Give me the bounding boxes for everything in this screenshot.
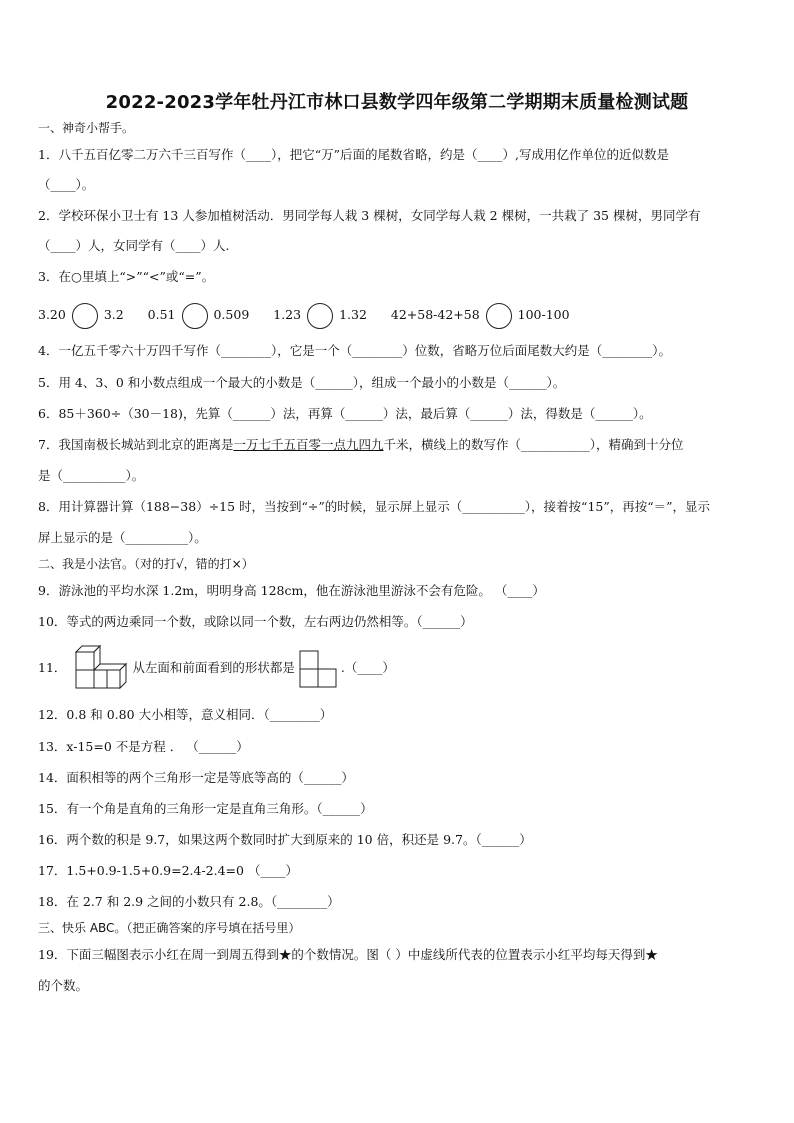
question-4: 4．一亿五千零六十万四千写作（________），它是一个（________）位数，省略万位后面尾数大约是（________）。 (38, 343, 671, 358)
question-3-line-1: 3．在○里填上“>”“<”或“=”。 (38, 269, 215, 284)
compare-circle-3[interactable] (307, 303, 333, 329)
question-1-line-1: 1．八千五百亿零二万六千三百写作（____），把它“万”后面的尾数省略，约是（____）,写成用亿作单位的近似数是 (38, 147, 669, 162)
question-9: 9．游泳池的平均水深 1.2m，明明身高 128cm，他在游泳池里游泳不会有危险。 （____） (38, 583, 545, 598)
question-5: 5．用 4、3、0 和小数点组成一个最大的小数是（______），组成一个最小的小数是（______）。 (38, 375, 566, 390)
section-1-heading: 一、神奇小帮手。 (38, 121, 135, 135)
question-11-text: 从左面和前面看到的形状都是 (132, 660, 295, 675)
compare-left-2: 0.51 (147, 307, 176, 322)
compare-left-4: 42+58-42+58 (390, 307, 480, 322)
compare-left-3: 1.23 (273, 307, 302, 322)
question-7-line-2: 是（__________）。 (38, 468, 145, 483)
question-18: 18．在 2.7 和 2.9 之间的小数只有 2.8。（________） (38, 894, 340, 909)
question-19-line-2: 的个数。 (38, 978, 89, 993)
compare-circle-1[interactable] (72, 303, 98, 329)
view-shape-figure (299, 650, 337, 688)
question-11-tail: .（____） (340, 660, 395, 675)
compare-left-1: 3.20 (38, 307, 66, 322)
question-11 (38, 638, 395, 698)
question-6: 6．85＋360÷（30－18)，先算（______）法，再算（______）法，最后算（______）法，得数是（______）。 (38, 406, 652, 421)
compare-right-3: 1.32 (339, 307, 367, 322)
question-12: 12．0.8 和 0.80 大小相等，意义相同．（________） (38, 707, 333, 722)
question-16: 16．两个数的积是 9.7，如果这两个数同时扩大到原来的 10 倍，积还是 9.7。（______） (38, 832, 532, 847)
compare-circle-4[interactable] (486, 303, 512, 329)
page-title: 2022-2023学年牡丹江市林口县数学四年级第二学期期末质量检测试题 (105, 92, 689, 113)
question-8-line-2: 屏上显示的是（__________）。 (38, 530, 207, 545)
question-1-line-2: （____）。 (38, 177, 95, 192)
section-2-heading: 二、我是小法官。（对的打√，错的打×） (38, 557, 254, 571)
question-19-line-1: 19．下面三幅图表示小红在周一到周五得到★的个数情况。图（ ）中虚线所代表的位置表示小红平均每天得到★ (38, 947, 658, 962)
compare-right-2: 0.509 (213, 307, 250, 322)
question-15: 15．有一个角是直角的三角形一定是直角三角形。（______） (38, 801, 373, 816)
question-14: 14．面积相等的两个三角形一定是等底等高的（______） (38, 770, 354, 785)
question-2-line-1: 2．学校环保小卫士有 13 人参加植树活动．男同学每人栽 3 棵树，女同学每人栽 2 棵树，一共栽了 35 棵树，男同学有 (38, 208, 701, 223)
question-13: 13．x-15=0 不是方程 ． （______） (38, 739, 249, 754)
question-7-underlined-number: 一万七千五百零一点九四九 (233, 437, 384, 452)
question-3-comparisons (38, 302, 570, 329)
question-11-number: 11． (38, 660, 67, 675)
section-3-heading: 三、快乐 ABC。（把正确答案的序号填在括号里） (38, 921, 301, 935)
question-17: 17．1.5+0.9-1.5+0.9=2.4-2.4=0 （____） (38, 863, 298, 878)
question-10: 10．等式的两边乘同一个数，或除以同一个数，左右两边仍然相等。（______） (38, 614, 473, 629)
question-7-text-a: 7．我国南极长城站到北京的距离是 (38, 437, 234, 452)
compare-right-4: 100-100 (517, 307, 570, 322)
question-7-text-c: 千米，横线上的数写作（___________），精确到十分位 (383, 437, 684, 452)
compare-circle-2[interactable] (182, 303, 208, 329)
question-8-line-1: 8．用计算器计算（188−38）÷15 时，当按到“÷”的时候，显示屏上显示（__________），接着按“15”，再按“＝”，显示 (38, 499, 711, 514)
question-2-line-2: （____）人，女同学有（____）人. (38, 238, 230, 253)
question-7-line-1 (38, 436, 684, 454)
compare-right-1: 3.2 (103, 307, 124, 322)
cube-stack-figure (70, 640, 128, 698)
